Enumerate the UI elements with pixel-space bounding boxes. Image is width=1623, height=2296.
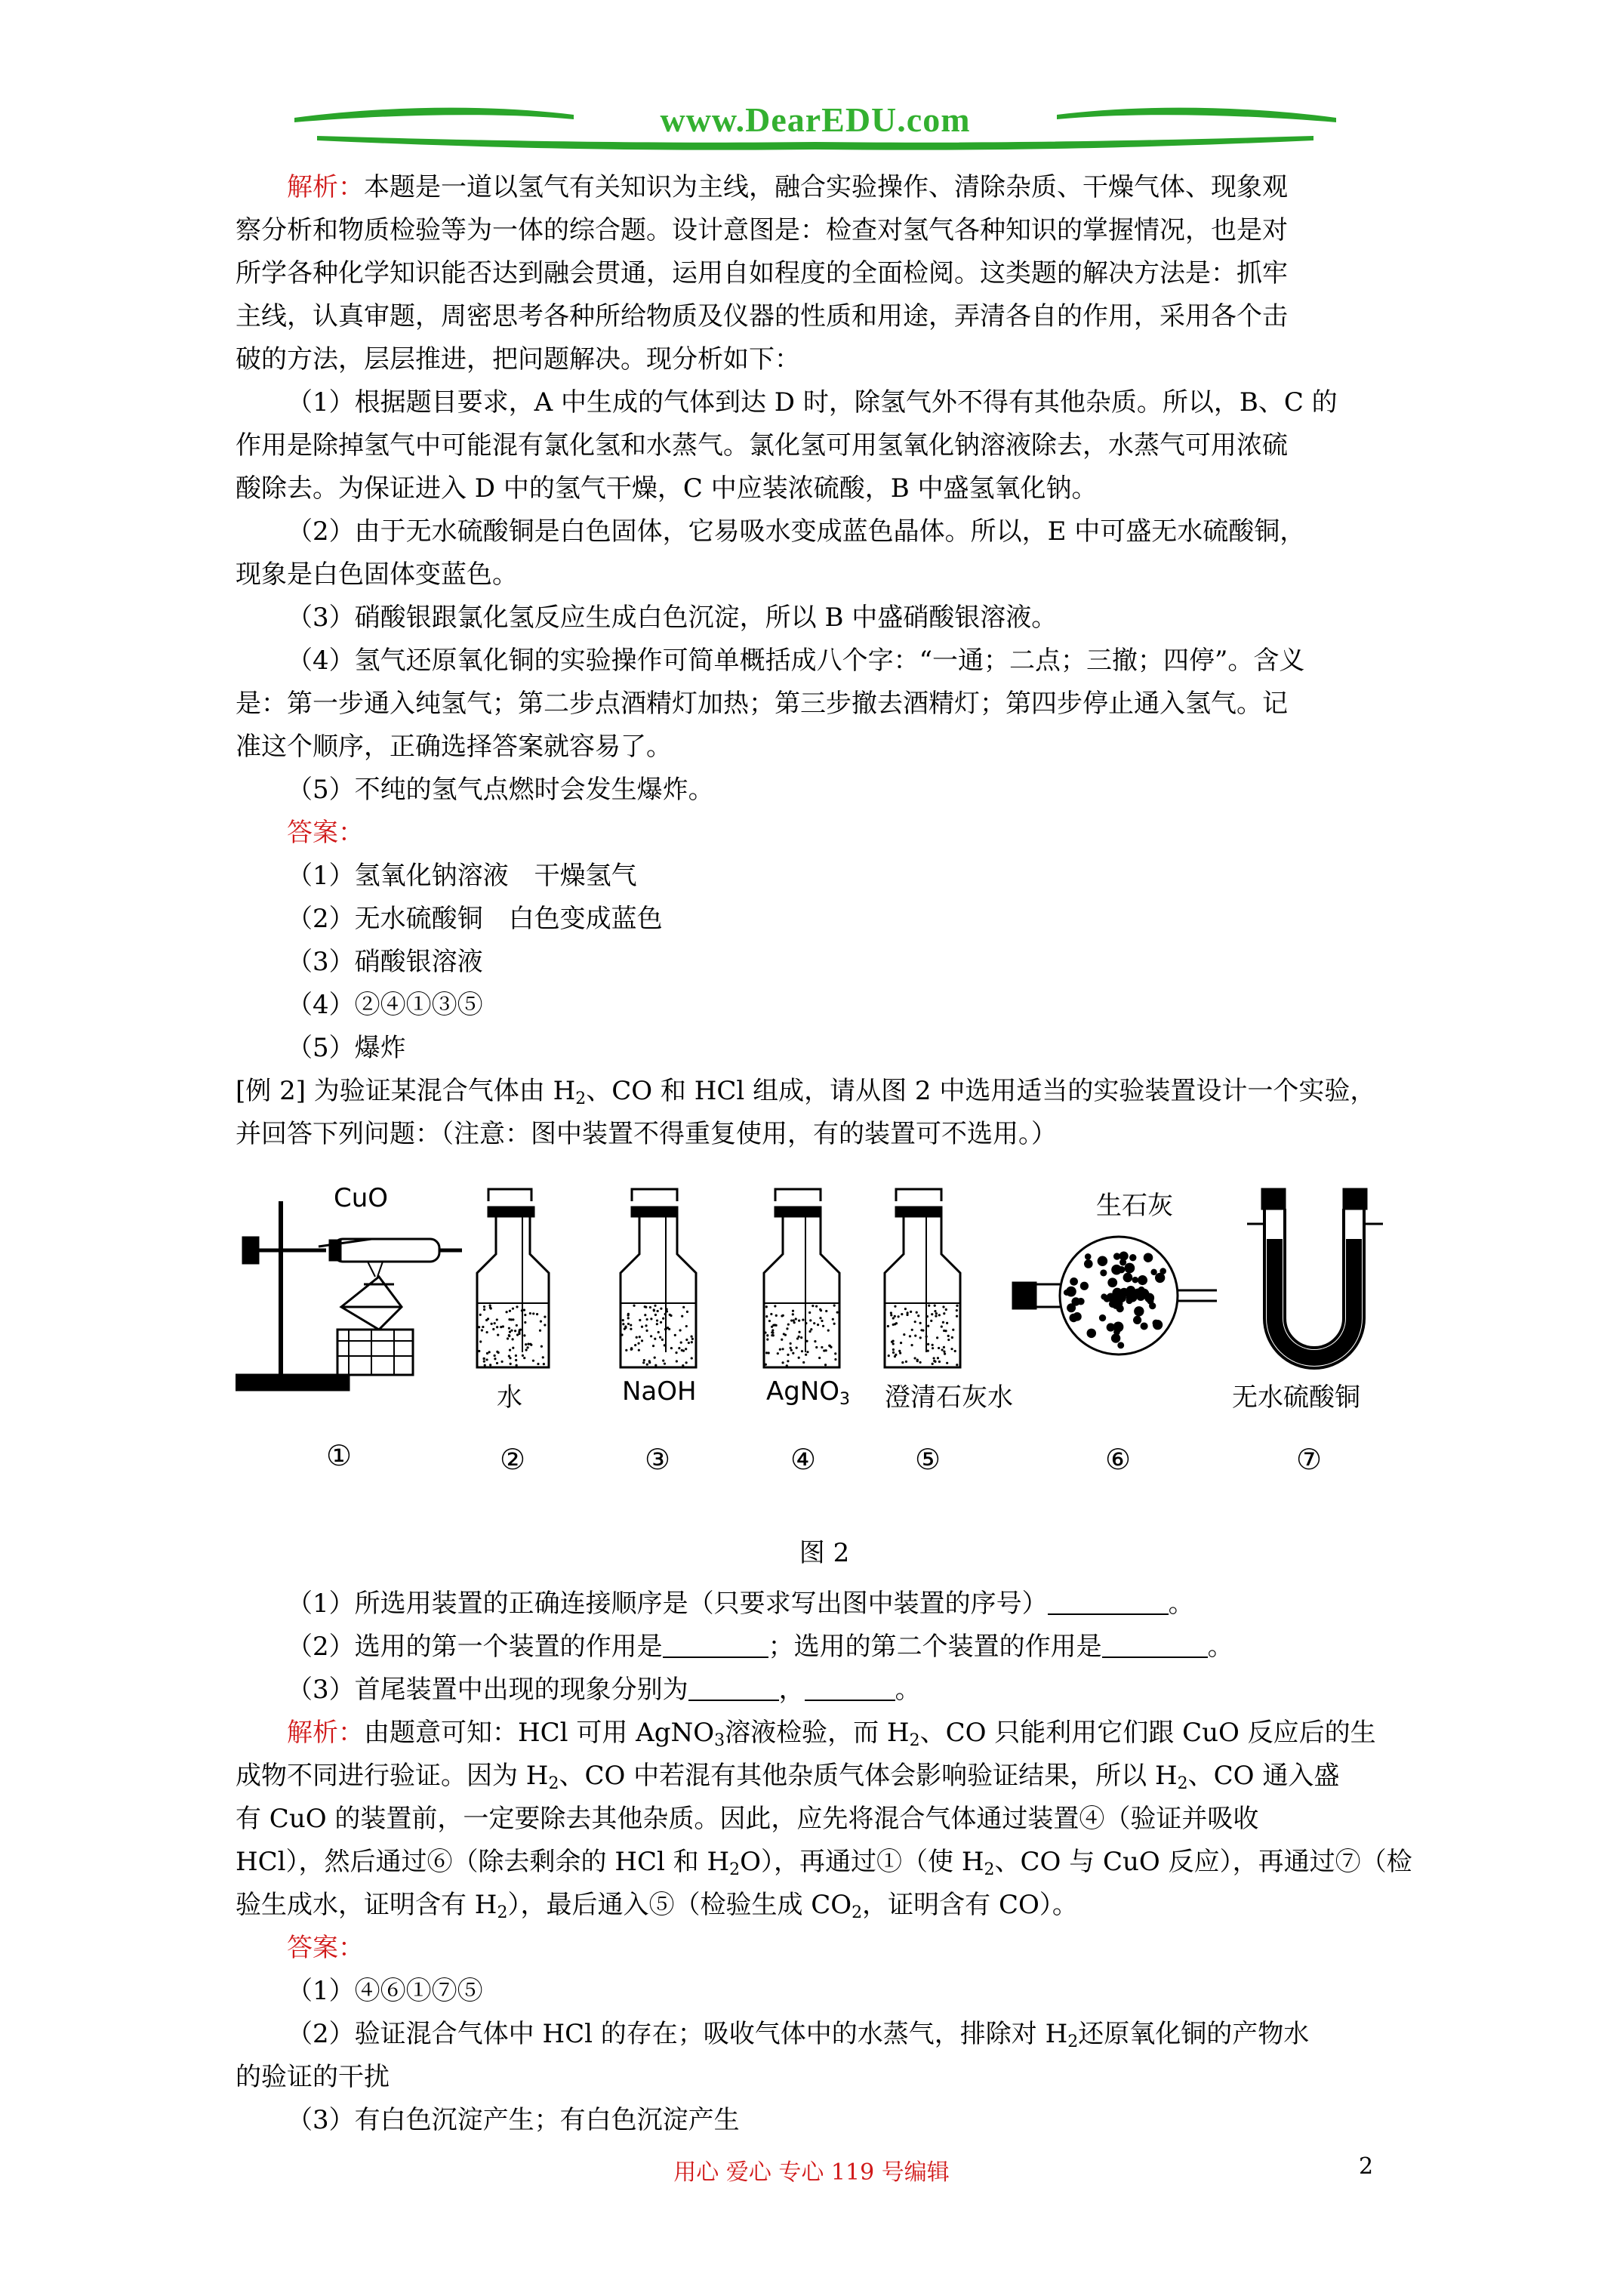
apparatus-number-6: ⑥ xyxy=(1105,1443,1132,1476)
site-url[interactable]: www.DearEDU.com xyxy=(660,100,971,139)
analysis-line: 有 CuO 的装置前，一定要除去其他杂质。因此，应先将混合气体通过装置④（验证并吸收 xyxy=(236,1804,1259,1834)
analysis-para: 解析：本题是一道以氢气有关知识为主线，融合实验操作、清除杂质、干燥气体、现象观 xyxy=(287,172,1288,202)
answer-blank[interactable] xyxy=(1102,1634,1208,1658)
analysis-line: 察分析和物质检验等为一体的综合题。设计意图是：检查对氢气各种知识的掌握情况，也是对 xyxy=(236,215,1288,245)
limewater-label: 澄清石灰水 xyxy=(885,1382,1013,1413)
analysis-point-1: （1）根据题目要求，A 中生成的气体到达 D 时，除氢气外不得有其他杂质。所以，B、C 的 xyxy=(287,387,1338,418)
analysis-line: 现象是白色固体变蓝色。 xyxy=(236,559,518,590)
analysis-point-3: （3）硝酸银跟氯化氢反应生成白色沉淀，所以 B 中盛硝酸银溶液。 xyxy=(287,603,1058,633)
question-1: （1）所选用装置的正确连接顺序是（只要求写出图中装置的序号） 。 xyxy=(287,1589,1194,1619)
apparatus-number-4: ④ xyxy=(790,1443,817,1476)
agno3-label: AgNO$_3$ xyxy=(766,1376,851,1409)
anhydrous-copper-sulfate-label: 无水硫酸铜 xyxy=(1232,1382,1360,1413)
apparatus-3-naoh-bottle xyxy=(621,1189,696,1367)
apparatus-1-heating-tube xyxy=(236,1201,462,1390)
cuo-label: CuO xyxy=(334,1183,389,1213)
answer-item: （1）④⑥①⑦⑤ xyxy=(287,1976,483,2006)
page-number: 2 xyxy=(1359,2153,1374,2180)
answer-label: 答案： xyxy=(287,1933,364,1963)
apparatus-number-3: ③ xyxy=(645,1443,671,1476)
apparatus-number-1: ① xyxy=(326,1439,353,1472)
answer-blank[interactable] xyxy=(1048,1591,1169,1615)
analysis-2-para: 解析：由题意可知：HCl 可用 AgNO$_3$溶液检验，而 $H_2$、CO 只能利用它们跟 CuO 反应后的生 xyxy=(287,1718,1376,1750)
apparatus-2-water-bottle xyxy=(477,1189,549,1367)
analysis-point-2: （2）由于无水硫酸铜是白色固体，它易吸水变成蓝色晶体。所以，E 中可盛无水硫酸铜， xyxy=(287,516,1306,547)
analysis-line: 作用是除掉氢气中可能混有氯化氢和水蒸气。氯化氢可用氢氧化钠溶液除去，水蒸气可用浓硫 xyxy=(236,430,1288,461)
apparatus-number-5: ⑤ xyxy=(915,1443,941,1476)
answer-item: （2）无水硫酸铜 白色变成蓝色 xyxy=(287,904,663,934)
analysis-line: 破的方法，层层推进，把问题解决。现分析如下： xyxy=(236,344,800,374)
analysis-line: 成物不同进行验证。因为 $H_2$、CO 中若混有其他杂质气体会影响验证结果，所以 $H_2$、CO 通入盛 xyxy=(236,1761,1340,1793)
question-3: （3）首尾装置中出现的现象分别为 ， 。 xyxy=(287,1675,921,1705)
analysis-point-4: （4）氢气还原氧化铜的实验操作可简单概括成八个字：“一通；二点；三撤；四停”。含义 xyxy=(287,646,1305,676)
example-2-question: [例 2] 为验证某混合气体由 $H_2$、CO 和 HCl 组成，请从图 2 中选用适当的实验装置设计一个实验， xyxy=(236,1076,1376,1108)
answer-blank[interactable] xyxy=(805,1677,895,1701)
quicklime-label: 生石灰 xyxy=(1096,1191,1173,1221)
apparatus-4-agno3-bottle xyxy=(764,1189,839,1367)
figure-caption: 图 2 xyxy=(799,1538,850,1568)
analysis-label: 解析： xyxy=(287,1718,364,1748)
example-2-question-line: 并回答下列问题：（注意：图中装置不得重复使用，有的装置可不选用。） xyxy=(236,1119,1057,1149)
answer-item: （3）硝酸银溶液 xyxy=(287,947,483,977)
analysis-line: 准这个顺序，正确选择答案就容易了。 xyxy=(236,732,672,762)
analysis-line: 所学各种化学知识能否达到融会贯通，运用自如程度的全面检阅。这类题的解决方法是：抓牢 xyxy=(236,258,1288,288)
answer-item-continued: 的验证的干扰 xyxy=(236,2062,390,2092)
site-header xyxy=(294,89,1336,157)
footer-slogan: 用心 爱心 专心 119 号编辑 xyxy=(673,2159,950,2186)
analysis-label: 解析： xyxy=(287,172,364,202)
naoh-label: NaOH xyxy=(622,1376,697,1407)
analysis-point-5: （5）不纯的氢气点燃时会发生爆炸。 xyxy=(287,775,714,805)
analysis-line: 验生成水，证明含有 $H_2$），最后通入⑤（检验生成 $CO_2$，证明含有 CO）。 xyxy=(236,1890,1078,1922)
apparatus-figure xyxy=(236,1179,1413,1526)
water-label: 水 xyxy=(497,1382,522,1413)
question-2: （2）选用的第一个装置的作用是 ；选用的第二个装置的作用是 。 xyxy=(287,1632,1233,1662)
apparatus-number-2: ② xyxy=(500,1443,526,1476)
answer-label: 答案： xyxy=(287,818,364,848)
answer-item: （3）有白色沉淀产生；有白色沉淀产生 xyxy=(287,2105,740,2135)
answer-item: （5）爆炸 xyxy=(287,1033,406,1063)
analysis-line: 主线，认真审题，周密思考各种所给物质及仪器的性质和用途，弄清各自的作用，采用各个击 xyxy=(236,301,1288,331)
answer-blank[interactable] xyxy=(688,1677,779,1701)
answer-item: （1）氢氧化钠溶液 干燥氢气 xyxy=(287,861,637,891)
answer-item: （4）②④①③⑤ xyxy=(287,990,483,1020)
answer-item: （2）验证混合气体中 HCl 的存在；吸收气体中的水蒸气，排除对 $H_2$还原氧化铜的产物水 xyxy=(287,2019,1310,2051)
analysis-line: HCl），然后通过⑥（除去剩余的 HCl 和 $H_2O$），再通过①（使 $H_2$、CO 与 CuO 反应），再通过⑦（检 xyxy=(236,1847,1412,1879)
page-body xyxy=(236,166,1413,2142)
answer-blank[interactable] xyxy=(663,1634,768,1658)
apparatus-drawing xyxy=(236,1179,1413,1526)
apparatus-number-7: ⑦ xyxy=(1296,1443,1323,1476)
analysis-line: 是：第一步通入纯氢气；第二步点酒精灯加热；第三步撤去酒精灯；第四步停止通入氢气。记 xyxy=(236,689,1288,719)
analysis-line: 酸除去。为保证进入 D 中的氢气干燥，C 中应装浓硫酸，B 中盛氢氧化钠。 xyxy=(236,473,1098,504)
apparatus-7-u-tube xyxy=(1247,1189,1383,1368)
